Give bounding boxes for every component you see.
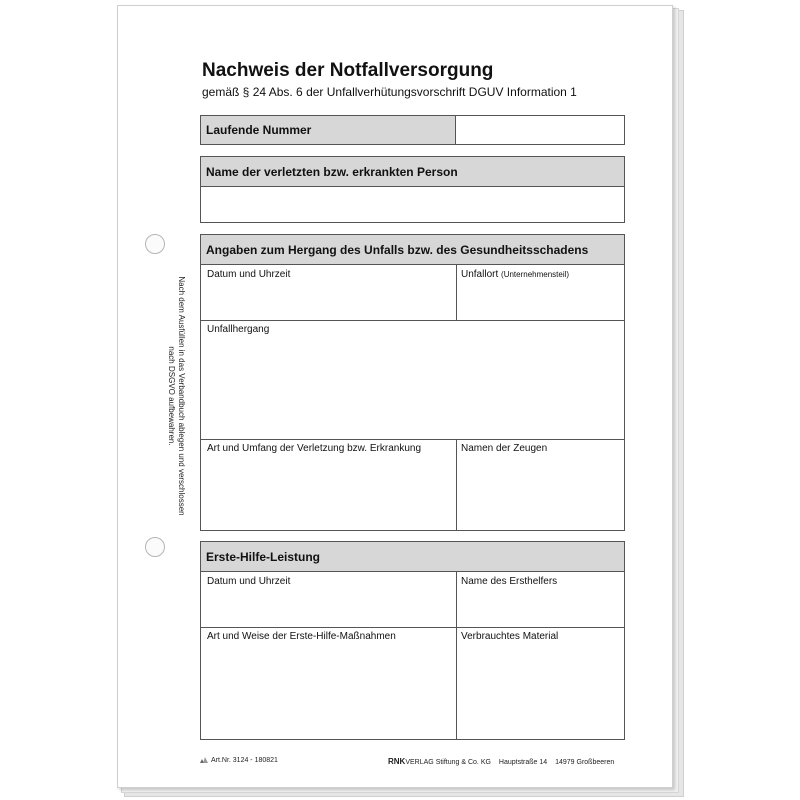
field-eh-datum-uhrzeit[interactable] — [201, 572, 456, 627]
erste-hilfe-header: Erste-Hilfe-Leistung — [201, 542, 624, 572]
field-unfallort[interactable] — [457, 265, 624, 320]
label-massnahmen: Art und Weise der Erste-Hilfe-Maßnahmen — [207, 631, 396, 642]
label-art-umfang: Art und Umfang der Verletzung bzw. Erkrankung — [207, 443, 422, 454]
erste-hilfe-box — [200, 541, 625, 740]
page-subtitle: gemäß § 24 Abs. 6 der Unfallverhütungsvorschrift DGUV Information 1 — [202, 85, 577, 99]
laufende-nummer-label: Laufende Nummer — [201, 116, 456, 144]
label-unfallort-note: (Unternehmensteil) — [501, 270, 570, 279]
person-name-field[interactable] — [201, 187, 624, 222]
label-unfallhergang: Unfallhergang — [207, 324, 270, 335]
publisher-city: 14979 Großbeeren — [555, 759, 615, 766]
page-title: Nachweis der Notfallversorgung — [202, 60, 494, 81]
field-massnahmen[interactable] — [201, 628, 456, 739]
punch-hole-bottom — [145, 537, 165, 557]
label-ersthelfer: Name des Ersthelfers — [461, 576, 558, 587]
side-note: Nach dem Ausfüllen in das Verbandbuch ablegen und verschlossen nach DSGVO aufbewahren. — [167, 276, 186, 516]
article-number: Art.Nr. 3124 - 180821 — [211, 757, 278, 764]
label-material: Verbrauchtes Material — [461, 631, 559, 642]
person-box — [200, 156, 625, 223]
publisher-brand: RNK — [388, 757, 406, 766]
field-art-umfang[interactable] — [201, 440, 456, 530]
field-ersthelfer[interactable] — [457, 572, 624, 627]
label-unfallort-text: Unfallort — [461, 269, 499, 280]
publisher-address: Hauptstraße 14 — [498, 759, 548, 766]
label-zeugen: Namen der Zeugen — [461, 443, 548, 454]
footer-publisher — [388, 757, 614, 766]
laufende-nummer-box — [200, 115, 625, 145]
field-unfallhergang[interactable] — [201, 321, 624, 439]
label-eh-datum-uhrzeit: Datum und Uhrzeit — [207, 576, 291, 587]
hergang-box — [200, 234, 625, 531]
person-header: Name der verletzten bzw. erkrankten Person — [201, 157, 624, 187]
publisher-mark-icon — [200, 757, 208, 763]
field-zeugen[interactable] — [457, 440, 624, 530]
punch-hole-top — [145, 234, 165, 254]
hergang-header: Angaben zum Hergang des Unfalls bzw. des Gesundheitsschadens — [201, 235, 624, 265]
field-material[interactable] — [457, 628, 624, 739]
label-datum-uhrzeit: Datum und Uhrzeit — [207, 269, 291, 280]
field-datum-uhrzeit[interactable] — [201, 265, 456, 320]
publisher-name: VERLAG Stiftung & Co. KG — [405, 759, 491, 766]
footer-article — [200, 757, 278, 764]
laufende-nummer-field[interactable] — [457, 116, 624, 144]
